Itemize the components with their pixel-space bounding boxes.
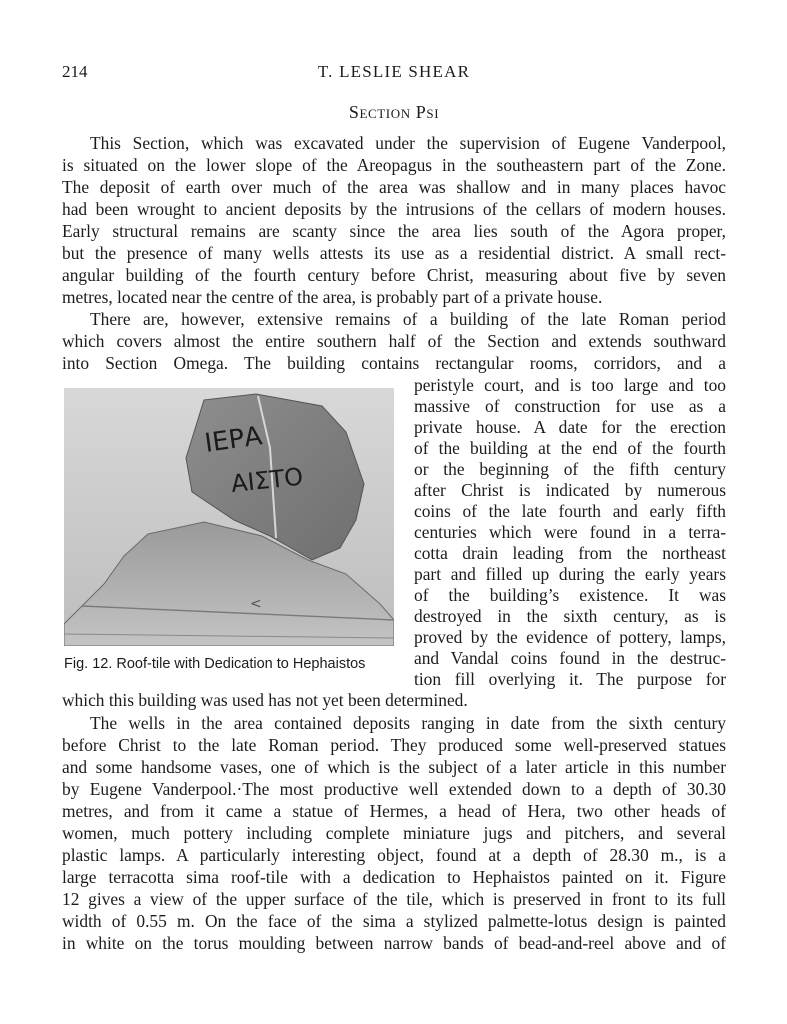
text-line: peristyle court, and is too large and too (414, 375, 726, 395)
running-title: T. LESLIE SHEAR (317, 62, 471, 81)
inscription-line-1: ΙΕΡΑ (202, 421, 264, 459)
page-number: 214 (62, 62, 88, 81)
text-line: tion fill overlying it. The purpose for (414, 669, 726, 689)
text-line: before Christ to the late Roman period. They produced some well-preserved statues (62, 735, 726, 755)
text-line: metres, and from it came a statue of Hermes, a head of Hera, two other heads of (62, 801, 726, 821)
text-line: part and filled up during the early years (414, 564, 726, 584)
text-line: by Eugene Vanderpool.·The most productive well extended down to a depth of 30.30 (62, 779, 726, 799)
text-line: angular building of the fourth century before Christ, measuring about five by seven (62, 265, 726, 285)
figure-caption: Fig. 12. Roof-tile with Dedication to Hephaistos (64, 656, 366, 672)
roof-tile-illustration (64, 388, 394, 646)
text-line: massive of construction for use as a (414, 396, 726, 416)
text-line: and Vandal coins found in the destruc- (414, 648, 726, 668)
text-line: but the presence of many wells attests its use as a residential district. A small rect- (62, 243, 726, 263)
text-line: or the beginning of the fifth century (414, 459, 726, 479)
running-header (62, 62, 726, 86)
text-line: cotta drain leading from the northeast (414, 543, 726, 563)
text-line: women, much pottery including complete miniature jugs and pitchers, and several (62, 823, 726, 843)
text-line: proved by the evidence of pottery, lamps, (414, 627, 726, 647)
text-line: into Section Omega. The building contains rectangular rooms, corridors, and a (62, 353, 726, 373)
roof-tile-photo (64, 388, 394, 646)
text-line: metres, located near the centre of the area, is probably part of a private house. (62, 287, 603, 307)
text-line: large terracotta sima roof-tile with a dedication to Hephaistos painted on it. Figure (62, 867, 726, 887)
svg-text:<: < (250, 596, 262, 612)
text-line: plastic lamps. A particularly interesting object, found at a depth of 28.30 m., is a (62, 845, 726, 865)
inscription-line-2: ΑΙΣΤΟ (229, 462, 305, 498)
text-line: Early structural remains are scanty since the area lies south of the Agora proper, (62, 221, 726, 241)
text-line: centuries which were found in a terra- (414, 522, 726, 542)
section-title: Section Psi (348, 102, 440, 122)
text-line: is situated on the lower slope of the Areopagus in the southeastern part of the Zone. (62, 155, 726, 175)
text-line: The deposit of earth over much of the area was shallow and in many places havoc (62, 177, 726, 197)
text-line: coins of the late fourth and early fifth (414, 501, 726, 521)
text-line: after Christ is indicated by numerous (414, 480, 726, 500)
text-line: in white on the torus moulding between narrow bands of bead-and-reel above and of (62, 933, 726, 953)
text-line: width of 0.55 m. On the face of the sima a stylized palmette-lotus design is painted (62, 911, 726, 931)
text-line: This Section, which was excavated under the supervision of Eugene Vanderpool, (90, 133, 726, 153)
text-line: of the building’s existence. It was (414, 585, 726, 605)
text-line: which this building was used has not yet been determined. (62, 690, 468, 710)
text-line: of the building at the end of the fourth (414, 438, 726, 458)
text-line: 12 gives a view of the upper surface of the tile, which is preserved in front to its full (62, 889, 726, 909)
text-line: had been wrought to ancient deposits by the intrusions of the cellars of modern houses. (62, 199, 726, 219)
text-line: There are, however, extensive remains of a building of the late Roman period (90, 309, 726, 329)
text-line: destroyed in the sixth century, as is (414, 606, 726, 626)
text-line: and some handsome vases, one of which is the subject of a later article in this number (62, 757, 726, 777)
text-line: The wells in the area contained deposits ranging in date from the sixth century (90, 713, 726, 733)
text-line: which covers almost the entire southern half of the Section and extends southward (62, 331, 726, 351)
text-line: private house. A date for the erection (414, 417, 726, 437)
